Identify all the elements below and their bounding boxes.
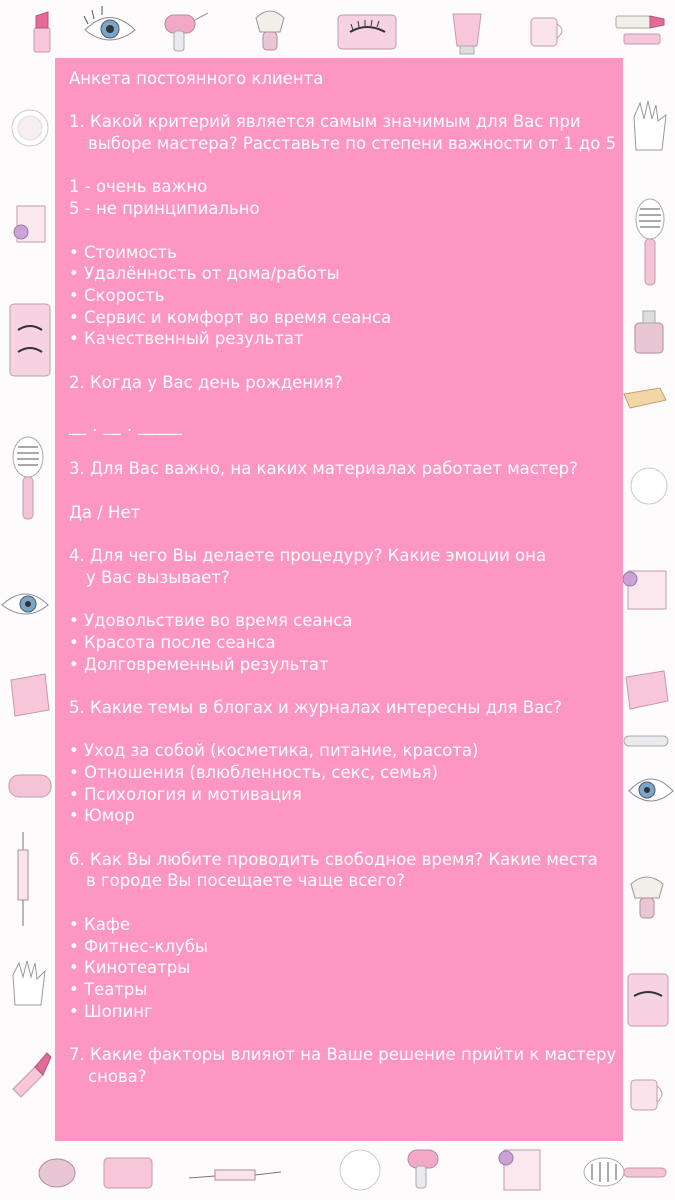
birthday-blank: __ . __ . _____	[69, 416, 183, 435]
option-item: • Театры	[69, 979, 148, 999]
eye-right-icon	[625, 755, 675, 825]
option-item: • Сервис и комфорт во время сеанса	[69, 307, 392, 327]
question-1	[69, 111, 617, 350]
option-item: • Долговременный результат	[69, 654, 329, 674]
yes-no-answer: Да / Нет	[69, 502, 141, 522]
question-6	[69, 849, 609, 1023]
syringe-icon	[8, 830, 38, 930]
question-4-text-cont: у Вас вызывает?	[86, 567, 230, 587]
tube-bottom-icon	[100, 1150, 160, 1195]
question-7-text-cont: снова?	[88, 1066, 147, 1086]
cup-right-icon	[625, 1070, 670, 1120]
question-1-text: 1. Какой критерий является самым значимым для Вас при	[69, 112, 581, 132]
question-6-text: 6. Как Вы любите проводить свободное время? Какие места	[69, 849, 598, 869]
question-5	[69, 697, 609, 827]
option-item: • Фитнес-клубы	[69, 936, 208, 956]
scale-legend-high: 1 - очень важно	[69, 177, 208, 197]
gloves-icon	[626, 95, 671, 160]
question-1-text-cont: выборе мастера? Расставьте по степени важности от 1 до 5	[88, 134, 617, 154]
lipstick-icon	[18, 8, 68, 58]
question-3-text: 3. Для Вас важно, на каких материалах работает мастер?	[69, 459, 578, 479]
cream-tube-icon	[445, 6, 490, 56]
eye-icon	[80, 0, 140, 55]
hair-dryer-icon	[160, 5, 215, 55]
option-item: • Скорость	[69, 285, 165, 305]
question-2-text: 2. Когда у Вас день рождения?	[69, 372, 343, 392]
option-item: • Уход за собой (косметика, питание, красота)	[69, 741, 479, 761]
eyelash-box-icon	[4, 300, 54, 380]
gloves-left-icon	[5, 955, 55, 1015]
option-item: • Удалённость от дома/работы	[69, 264, 340, 284]
compact-bottom-icon	[35, 1145, 80, 1195]
option-item: • Удовольствие во время сеанса	[69, 611, 353, 631]
question-4-text: 4. Для чего Вы делаете процедуру? Какие эмоции она	[69, 546, 547, 566]
question-7-text: 7. Какие факторы влияют на Ваше решение прийти к мастеру	[69, 1044, 617, 1064]
question-4	[69, 545, 609, 675]
question-2	[69, 372, 609, 437]
compact-right-icon	[625, 460, 670, 510]
hairbrush-icon	[6, 435, 51, 525]
option-item: • Кинотеатры	[69, 958, 191, 978]
brush-right-icon	[625, 870, 670, 925]
option-item: • Психология и мотивация	[69, 784, 302, 804]
lipstick-left-icon	[5, 1045, 55, 1100]
scale-legend-low: 5 - не принципиально	[69, 199, 260, 219]
syringe-bottom-icon	[185, 1160, 285, 1190]
lash-case-right-icon	[622, 970, 672, 1030]
palette-bottom-icon	[490, 1142, 545, 1197]
question-3	[69, 458, 609, 523]
eye-left-icon	[0, 575, 50, 635]
option-item: • Стоимость	[69, 242, 177, 262]
shaving-brush-icon	[248, 6, 293, 56]
curling-iron-icon	[620, 728, 675, 758]
compact-mirror-icon	[8, 100, 53, 155]
form-title: Анкета постоянного клиента	[69, 69, 324, 88]
nail-polish-icon	[5, 200, 53, 250]
hair-dryer-bottom-icon	[400, 1140, 455, 1195]
questionnaire-card	[55, 58, 623, 1141]
comb-bottom-icon	[580, 1150, 670, 1195]
comb-brush-icon	[630, 195, 670, 290]
cream-right-icon	[620, 665, 675, 715]
perfume-icon	[625, 305, 673, 360]
option-item: • Кафе	[69, 914, 131, 934]
option-item: • Красота после сеанса	[69, 632, 276, 652]
option-item: • Отношения (влюбленность, секс, семья)	[69, 763, 438, 782]
lipstick-tube-icon	[612, 6, 667, 51]
mirror-bottom-icon	[335, 1142, 385, 1197]
option-item: • Юмор	[69, 806, 135, 826]
palette-right-icon	[618, 565, 673, 615]
option-item: • Шопинг	[69, 1001, 153, 1021]
question-6-text-cont: в городе Вы посещаете чаще всего?	[86, 871, 405, 891]
cream-tube-left-icon	[5, 670, 55, 725]
lip-balm-icon	[5, 765, 55, 805]
option-item: • Качественный результат	[69, 329, 304, 349]
question-5-text: 5. Какие темы в блогах и журналах интересны для Вас?	[69, 697, 563, 717]
question-7	[69, 1044, 617, 1087]
nail-file-icon	[620, 380, 672, 425]
cup-icon	[525, 8, 570, 53]
eyelash-case-icon	[335, 10, 400, 55]
